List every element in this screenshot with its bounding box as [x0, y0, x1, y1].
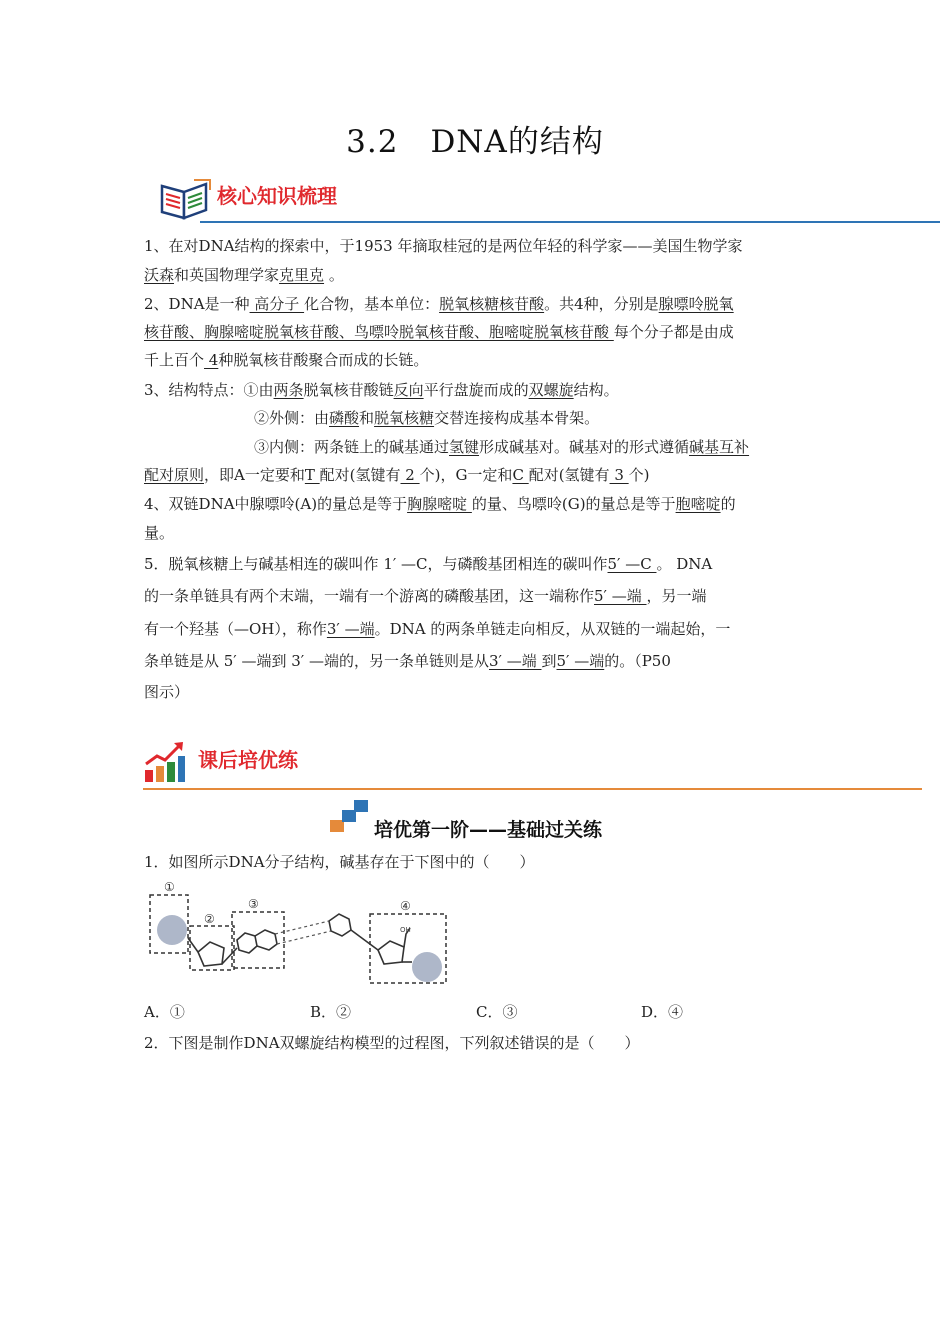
paragraph-2-line-2: 核苷酸、胸腺嘧啶脱氧核苷酸、鸟嘌呤脱氧核苷酸、胞嘧啶脱氧核苷酸 每个分子都是由成 — [144, 323, 734, 341]
paragraph-1-line-1: 1、在对DNA结构的探索中，于1953 年摘取桂冠的是两位年轻的科学家——美国生物学家 — [144, 237, 743, 255]
paragraph-3-line-3: ③内侧：两条链上的碱基通过氢键形成碱基对。碱基对的形式遵循碱基互补 — [254, 438, 750, 456]
answer-blank: C — [512, 466, 529, 484]
answer-blank: 高分子 — [249, 295, 305, 313]
paragraph-3-line-4: 配对原则，即A一定要和T 配对(氢键有 2 个)，G一定和C 配对(氢键有 3 个) — [144, 466, 650, 484]
figure-label: ④ — [400, 899, 411, 913]
paragraph-5-line-1: 5．脱氧核糖上与碱基相连的碳叫作 1′ —C，与磷酸基团相连的碳叫作5′ —C 。 DNA — [144, 555, 713, 573]
stairs-icon — [328, 800, 370, 834]
answer-blank: 核苷酸、胸腺嘧啶脱氧核苷酸、鸟嘌呤脱氧核苷酸、胞嘧啶脱氧核苷酸 — [144, 323, 614, 341]
answer-blank: 克里克 — [279, 266, 325, 284]
answer-blank: 2 — [400, 466, 420, 484]
option-b[interactable]: B．② — [310, 1003, 352, 1021]
answer-blank: 5′ —端 — [556, 652, 605, 670]
answer-blank: 脱氧核糖核苷酸 — [439, 295, 545, 313]
sugar-ring — [378, 941, 404, 964]
option-a[interactable]: A．① — [144, 1003, 185, 1021]
paragraph-5-line-2: 的一条单链具有两个末端，一端有一个游离的磷酸基团，这一端称作5′ —端 ，另一端 — [144, 587, 707, 605]
figure-label: ① — [164, 880, 175, 894]
question-1-stem: 1．如图所示DNA分子结构，碱基存在于下图中的（ ） — [144, 853, 535, 871]
book-icon — [158, 176, 212, 222]
chart-growth-icon — [143, 740, 187, 784]
paragraph-4-line-2: 量。 — [144, 524, 175, 542]
answer-blank: 配对原则 — [144, 466, 205, 484]
question-2-stem: 2．下图是制作DNA双螺旋结构模型的过程图，下列叙述错误的是（ ） — [144, 1034, 640, 1052]
paragraph-3-line-1: 3、结构特点：①由两条脱氧核苷酸链反向平行盘旋而成的双螺旋结构。 — [144, 381, 619, 399]
paragraph-2-line-3: 千上百个 4种脱氧核苷酸聚合而成的长链。 — [144, 351, 429, 369]
section-divider — [200, 221, 940, 223]
option-d[interactable]: D．④ — [641, 1003, 684, 1021]
paragraph-3-line-2: ②外侧：由磷酸和脱氧核糖交替连接构成基本骨架。 — [254, 409, 600, 427]
paragraph-1-line-2: 沃森和英国物理学家克里克 。 — [144, 266, 344, 284]
page-title: 3.2 DNA的结构 — [346, 124, 604, 160]
answer-blank: 腺嘌呤脱氧 — [658, 295, 734, 313]
answer-blank: 双螺旋 — [528, 381, 574, 399]
paragraph-5-line-5: 图示） — [144, 683, 190, 701]
paragraph-4-line-1: 4、双链DNA中腺嘌呤(A)的量总是等于胸腺嘧啶 的量、鸟嘌呤(G)的量总是等于胞嘧啶的 — [144, 495, 736, 513]
section-title-core: 核心知识梳理 — [217, 184, 337, 208]
answer-blank: 5′ —C — [607, 555, 657, 573]
answer-blank: 3′ —端 — [326, 620, 375, 638]
sugar-ring — [198, 942, 224, 966]
phosphate-sphere — [412, 952, 442, 982]
paragraph-2-line-1: 2、DNA是一种 高分子 化合物，基本单位：脱氧核糖核苷酸。共4种，分别是腺嘌呤脱氧 — [144, 295, 734, 313]
section-subtitle: 培优第一阶——基础过关练 — [374, 819, 603, 841]
answer-blank: 两条 — [273, 381, 304, 399]
answer-blank: 胸腺嘧啶 — [407, 495, 472, 513]
answer-blank: 5′ —端 — [594, 587, 647, 605]
paragraph-5-line-4: 条单链是从 5′ —端到 3′ —端的，另一条单链则是从3′ —端 到5′ —端的。（P50 — [144, 652, 671, 670]
answer-blank: 碱基互补 — [689, 438, 750, 456]
phosphate-sphere — [157, 915, 187, 945]
option-c[interactable]: C．③ — [476, 1003, 518, 1021]
answer-blank: 沃森 — [144, 266, 175, 284]
figure-label: ③ — [248, 897, 259, 911]
answer-blank: 反向 — [393, 381, 424, 399]
answer-blank: 磷酸 — [329, 409, 360, 427]
answer-blank: 3 — [609, 466, 629, 484]
answer-blank: 脱氧核糖 — [374, 409, 435, 427]
section-divider — [143, 788, 922, 790]
answer-blank: 3′ —端 — [488, 652, 542, 670]
paragraph-5-line-3: 有一个羟基（—OH），称作3′ —端。DNA 的两条单链走向相反，从双链的一端起始，一 — [144, 620, 731, 638]
answer-blank: 4 — [204, 351, 219, 369]
answer-blank: 氢键 — [449, 438, 480, 456]
answer-blank: T — [304, 466, 320, 484]
section-title-practice: 课后培优练 — [198, 748, 298, 772]
base-ring — [329, 914, 351, 936]
oh-label: OH — [400, 926, 411, 934]
dna-structure-figure — [144, 878, 454, 988]
answer-blank: 胞嘧啶 — [675, 495, 721, 513]
dashed-box-2 — [190, 926, 234, 970]
figure-label: ② — [204, 912, 215, 926]
